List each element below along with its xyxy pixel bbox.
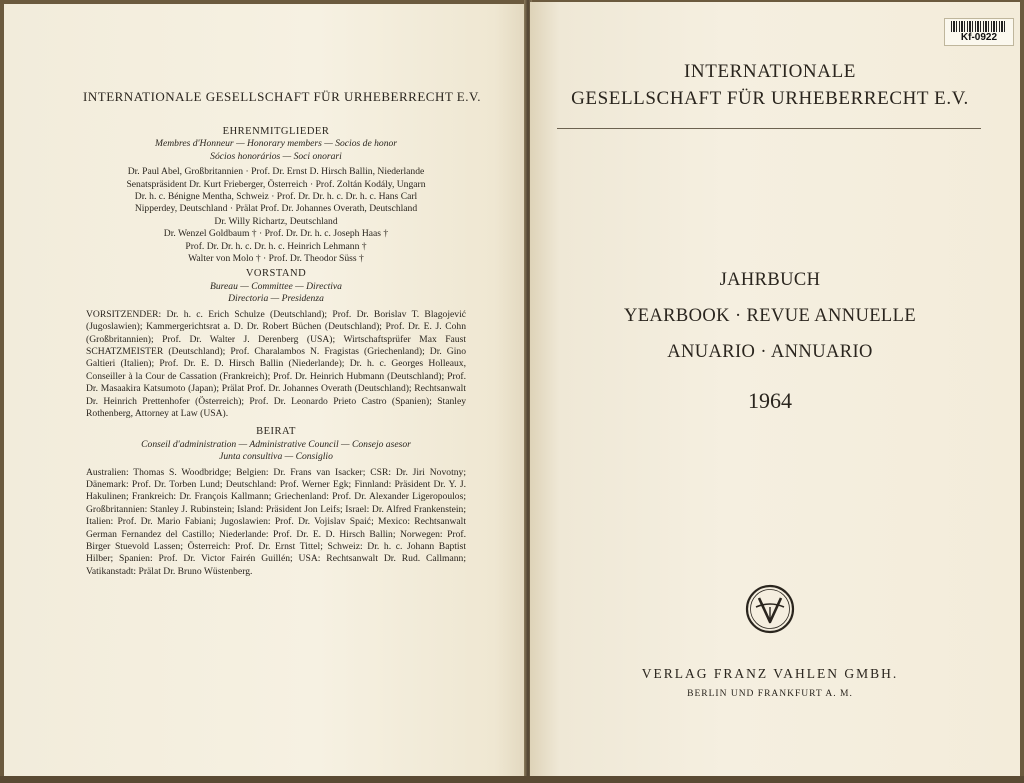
left-society-title: INTERNATIONALE GESELLSCHAFT FÜR URHEBERRECHT E.V. — [83, 89, 481, 104]
honorary-line: Dr. Willy Richartz, Deutschland — [214, 215, 338, 227]
honorary-heading: EHRENMITGLIEDER — [222, 126, 330, 137]
library-code: Kf-0922 — [960, 32, 998, 43]
honorary-line: Walter von Molo † · Prof. Dr. Theodor Süss † — [188, 253, 364, 265]
board-members-text: VORSITZENDER: Dr. h. c. Erich Schulze (Deutschland); Prof. Dr. Borislav T. Blagojević (Jugoslawien); Kammergerichtsrat a. D. Dr. Robert Büchen (Deutschland); Prof. Dr. E. J. Cohn (Großbritannien); Prof. Dr. Walter J. Derenberg (USA); Wirtschaftsprüfer Max Faust SCHATZMEISTER (Deutschland); Prof. Charalambos N. Fragistas (Griechenland); Dr. Gino Galtieri (Italien); Prof. Dr. E. D. Hirsch Ballin (Niederlande); Dr. h. c. Georges Holleaux, Conseiller à la Cour de Cassation (Frankreich); Prof. Dr. Heinrich Hubmann (Deutschland); Prof. Dr. Masaakira Katsumoto (Japan); Prälat Prof. Dr. Johannes Overath (Deutschland); Rechtsanwalt Dr. Heinrich Prettenhofer (Österreich); Prof. Dr. Leonardo Prieto Castro (Spanien); Stanley Rothenberg, Attorney at Law (USA). — [86, 308, 466, 419]
honorary-subtitle-2: Sócios honorários — Soci onorari — [210, 150, 342, 162]
left-body — [86, 123, 466, 578]
honorary-members-list — [86, 166, 466, 265]
honorary-line: Dr. h. c. Bénigne Mentha, Schweiz · Prof. Dr. Dr. h. c. Dr. h. c. Hans Carl — [134, 191, 418, 203]
advisory-members-text: Australien: Thomas S. Woodbridge; Belgien: Dr. Frans van Isacker; CSR: Dr. Jiri Novotny; Dänemark: Prof. Dr. Torben Lund; Deutschland: Prof. Werner Egk; Finnland: Präsident Dr. Y. J. Hakulinen; Frankreich: Dr. François Kallmann; Griechenland: Prof. Dr. Alexander Ligeropoulos; Großbritannien: Stanley J. Rubinstein; Island: Präsident Jon Leifs; Israel: Dr. Alfred Frankenstein; Italien: Prof. Dr. Mario Fabiani; Jugoslawien: Prof. Dr. Vojislav Spaić; Mexico: Rechtsanwalt German Fernandez del Castillo; Niederlande: Prof. Dr. E. D. Hirsch Ballin; Norwegen: Prof. Birger Stuevold Lassen; Österreich: Prof. Dr. Ernst Tittel; Schweiz: Dr. h. c. Johann Baptist Hilber; Spanien: Prof. Dr. Victor Fairén Guillén; USA: Rechtsanwalt Dr. Rud. Callmann; Vatikanstadt: Prälat Dr. Bruno Wüstenberg. — [86, 466, 466, 577]
jahrbuch-label: JAHRBUCH — [719, 270, 821, 290]
right-society-title — [545, 58, 995, 112]
vahlen-monogram-icon — [744, 583, 796, 635]
honorary-line: Dr. Paul Abel, Großbritannien · Prof. Dr. Ernst D. Hirsch Ballin, Niederlande — [127, 166, 425, 178]
board-subtitle-2: Directoria — Presidenza — [228, 293, 324, 305]
publication-title — [560, 262, 980, 370]
honorary-subtitle-1: Membres d'Honneur — Honorary members — Socios de honor — [154, 138, 398, 150]
honorary-line: Prof. Dr. Dr. h. c. Dr. h. c. Heinrich Lehmann † — [185, 240, 367, 252]
board-subtitle-1: Bureau — Committee — Directiva — [210, 280, 342, 292]
page-edge — [0, 776, 1024, 783]
anuario-line: ANUARIO · ANNUARIO — [667, 342, 873, 362]
publisher-name: VERLAG FRANZ VAHLEN GMBH. — [641, 666, 899, 681]
advisory-subtitle-1: Conseil d'administration — Administrative Council — Consejo asesor — [141, 438, 411, 450]
title-rule — [557, 128, 981, 129]
barcode-icon — [951, 21, 1007, 32]
honorary-line: Dr. Wenzel Goldbaum † · Prof. Dr. Dr. h. c. Joseph Haas † — [163, 228, 389, 240]
advisory-heading: BEIRAT — [256, 426, 296, 438]
honorary-line: Senatspräsident Dr. Kurt Frieberger, Österreich · Prof. Zoltán Kodály, Ungarn — [126, 178, 426, 190]
honorary-line: Nipperdey, Deutschland · Prälat Prof. Dr. Johannes Overath, Deutschland — [134, 203, 418, 215]
library-barcode-label — [944, 18, 1014, 46]
right-title-line-1: INTERNATIONALE — [684, 61, 856, 82]
publication-year: 1964 — [748, 388, 792, 413]
board-heading: VORSTAND — [245, 268, 307, 280]
right-title-line-2: GESELLSCHAFT FÜR URHEBERRECHT E.V. — [571, 88, 969, 109]
publisher-cities: BERLIN UND FRANKFURT A. M. — [687, 689, 853, 699]
yearbook-line: YEARBOOK · REVUE ANNUELLE — [623, 306, 917, 326]
advisory-subtitle-2: Junta consultiva — Consiglio — [219, 451, 333, 463]
